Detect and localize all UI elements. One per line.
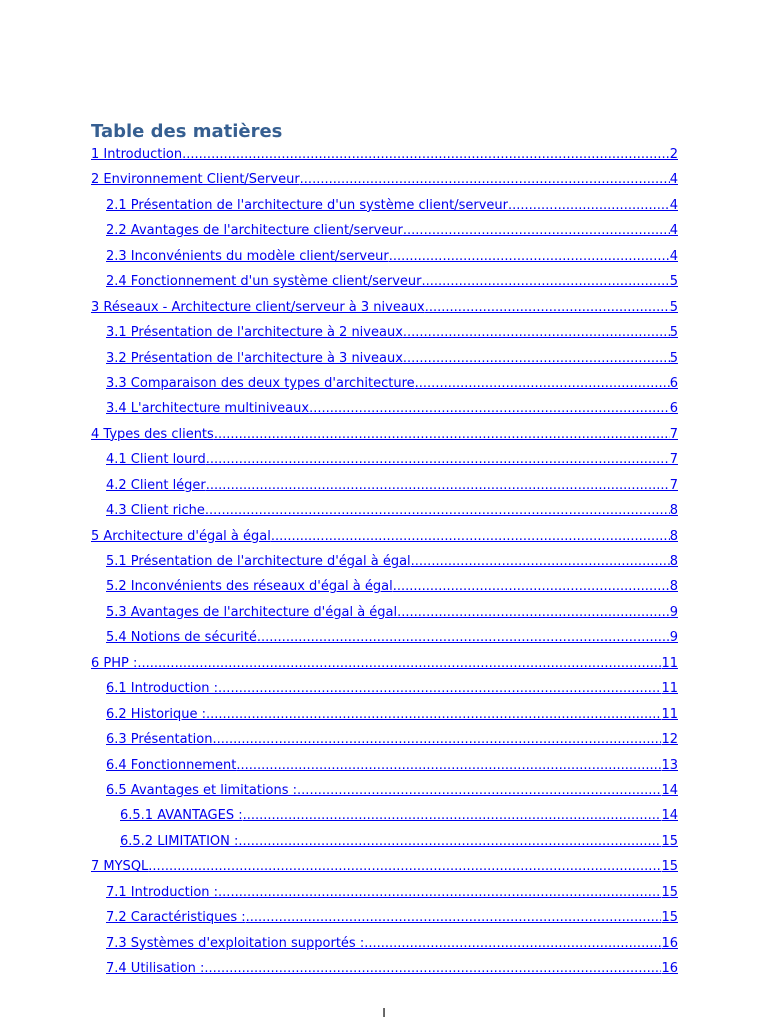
toc-leader-dots bbox=[205, 498, 670, 523]
toc-leader-dots bbox=[246, 905, 662, 930]
toc-entry-label: 3.4 L'architecture multiniveaux bbox=[106, 401, 310, 417]
toc-entry-page-number: 15 bbox=[661, 884, 678, 900]
toc-entry-label: 5.1 Présentation de l'architecture d'égal à égal bbox=[106, 554, 411, 569]
toc-entry[interactable] bbox=[106, 498, 678, 523]
toc-entry[interactable] bbox=[91, 422, 678, 447]
toc-entry[interactable] bbox=[91, 524, 678, 549]
toc-entry[interactable] bbox=[91, 854, 678, 879]
toc-leader-dots bbox=[411, 549, 670, 574]
toc-entry-label: 6.5.1 AVANTAGES : bbox=[120, 808, 243, 824]
page-footer-number: I bbox=[382, 1006, 386, 1020]
toc-entry-label: 3.3 Comparaison des deux types d'architecture bbox=[106, 375, 415, 391]
toc-entry-label: 5.3 Avantages de l'architecture d'égal à égal bbox=[106, 604, 398, 620]
toc-leader-dots bbox=[206, 702, 661, 727]
toc-entry-label: 5.4 Notions de sécurité bbox=[106, 630, 257, 646]
toc-leader-dots bbox=[182, 142, 670, 167]
toc-entry-page-number: 16 bbox=[661, 935, 678, 951]
toc-entry-label: 6.1 Introduction : bbox=[106, 681, 219, 697]
toc-entry-page-number: 15 bbox=[661, 833, 678, 849]
toc-entry-page-number: 11 bbox=[661, 655, 678, 671]
toc-entry-label: 7 MYSQL bbox=[91, 859, 149, 875]
toc-leader-dots bbox=[218, 880, 661, 905]
toc-title: Table des matières bbox=[91, 121, 283, 142]
toc-entry[interactable] bbox=[106, 320, 678, 345]
toc-entry-page-number: 8 bbox=[669, 528, 678, 544]
toc-leader-dots bbox=[218, 676, 661, 701]
toc-leader-dots bbox=[212, 727, 661, 752]
toc-entry-page-number: 11 bbox=[661, 706, 678, 722]
toc-entry-label: 1 Introduction bbox=[91, 147, 183, 162]
toc-leader-dots bbox=[393, 574, 670, 599]
toc-entry-label: 7.4 Utilisation : bbox=[106, 961, 205, 976]
toc-entry-label: 4.3 Client riche bbox=[106, 503, 205, 519]
toc-entry-page-number: 8 bbox=[669, 579, 678, 595]
toc-leader-dots bbox=[204, 956, 661, 981]
toc-entry-page-number: 4 bbox=[669, 197, 678, 213]
toc-entry-page-number: 2 bbox=[669, 147, 678, 162]
toc-entry-label: 6 PHP : bbox=[91, 655, 138, 671]
toc-entry-label: 7.3 Systèmes d'exploitation supportés : bbox=[106, 935, 365, 951]
toc-leader-dots bbox=[214, 422, 670, 447]
toc-entry-label: 6.5 Avantages et limitations : bbox=[106, 782, 298, 798]
toc-leader-dots bbox=[403, 346, 670, 371]
toc-leader-dots bbox=[389, 244, 670, 269]
toc-entry-page-number: 6 bbox=[669, 401, 678, 417]
toc-entry-page-number: 4 bbox=[669, 223, 678, 239]
toc-entry[interactable] bbox=[106, 625, 678, 650]
toc-entry-page-number: 12 bbox=[661, 732, 678, 748]
toc-entry[interactable] bbox=[106, 702, 678, 727]
toc-entry-page-number: 11 bbox=[661, 681, 678, 697]
toc-entry-label: 6.4 Fonctionnement bbox=[106, 757, 237, 773]
toc-entry-page-number: 5 bbox=[669, 350, 678, 366]
toc-entry-label: 6.3 Présentation bbox=[106, 732, 213, 748]
toc-entry-page-number: 13 bbox=[661, 757, 678, 773]
toc-leader-dots bbox=[297, 778, 661, 803]
toc-entry[interactable] bbox=[106, 753, 678, 778]
toc-entry-page-number: 5 bbox=[669, 299, 678, 315]
toc-leader-dots bbox=[271, 524, 670, 549]
toc-leader-dots bbox=[300, 167, 670, 192]
toc-entry[interactable] bbox=[106, 905, 678, 930]
toc-entry[interactable] bbox=[106, 346, 678, 371]
toc-leader-dots bbox=[257, 625, 670, 650]
toc-leader-dots bbox=[137, 651, 661, 676]
toc-entry-page-number: 7 bbox=[669, 477, 678, 493]
toc-leader-dots bbox=[425, 295, 670, 320]
toc-entry-page-number: 7 bbox=[669, 426, 678, 442]
toc-entry[interactable] bbox=[106, 600, 678, 625]
toc-entry[interactable] bbox=[106, 778, 678, 803]
toc-entry[interactable] bbox=[106, 244, 678, 269]
toc-leader-dots bbox=[364, 931, 661, 956]
toc-entry-page-number: 16 bbox=[661, 961, 678, 976]
toc-entry[interactable] bbox=[106, 956, 678, 981]
toc-entry[interactable] bbox=[106, 931, 678, 956]
toc-entry-page-number: 6 bbox=[669, 375, 678, 391]
toc-entry[interactable] bbox=[91, 167, 678, 192]
toc-entry[interactable] bbox=[106, 676, 678, 701]
toc-entry-label: 2 Environnement Client/Serveur bbox=[91, 172, 300, 188]
toc-entry[interactable] bbox=[106, 473, 678, 498]
toc-leader-dots bbox=[421, 269, 669, 294]
toc-entry-label: 7.1 Introduction : bbox=[106, 884, 219, 900]
toc-entry[interactable] bbox=[120, 829, 678, 854]
toc-entry-label: 6.2 Historique : bbox=[106, 706, 206, 722]
toc-entry-label: 5.2 Inconvénients des réseaux d'égal à égal bbox=[106, 579, 393, 595]
toc-entry-label: 7.2 Caractéristiques : bbox=[106, 910, 246, 926]
toc-leader-dots bbox=[238, 829, 661, 854]
toc-entry-label: 2.3 Inconvénients du modèle client/serveur bbox=[106, 248, 389, 264]
toc-entry[interactable] bbox=[120, 803, 678, 828]
toc-entry-label: 6.5.2 LIMITATION : bbox=[120, 833, 239, 849]
toc-entry-page-number: 15 bbox=[661, 859, 678, 875]
toc-entry-page-number: 5 bbox=[669, 325, 678, 341]
toc-leader-dots bbox=[403, 218, 670, 243]
toc-entry-page-number: 4 bbox=[669, 172, 678, 188]
toc-entry-label: 4.2 Client léger bbox=[106, 477, 206, 493]
toc-entry[interactable] bbox=[106, 549, 678, 574]
toc-leader-dots bbox=[415, 371, 670, 396]
toc-entry-page-number: 14 bbox=[661, 782, 678, 798]
toc-entry-label: 3.1 Présentation de l'architecture à 2 niveaux bbox=[106, 325, 403, 341]
toc-entry[interactable] bbox=[91, 651, 678, 676]
toc-leader-dots bbox=[397, 600, 670, 625]
toc-entry[interactable] bbox=[106, 880, 678, 905]
toc-entry-label: 4.1 Client lourd bbox=[106, 452, 206, 468]
toc-entry-page-number: 8 bbox=[669, 554, 678, 569]
toc-entry-label: 2.2 Avantages de l'architecture client/serveur bbox=[106, 223, 403, 239]
toc-leader-dots bbox=[236, 753, 661, 778]
toc-entry[interactable] bbox=[106, 218, 678, 243]
toc-leader-dots bbox=[206, 473, 670, 498]
toc-leader-dots bbox=[148, 854, 661, 879]
toc-entry-page-number: 14 bbox=[661, 808, 678, 824]
toc-entry-page-number: 7 bbox=[669, 452, 678, 468]
toc-entry-label: 4 Types des clients bbox=[91, 426, 214, 442]
toc-entry[interactable] bbox=[106, 269, 678, 294]
toc-entry[interactable] bbox=[106, 574, 678, 599]
toc-entry[interactable] bbox=[106, 371, 678, 396]
toc-entry[interactable] bbox=[91, 142, 678, 167]
toc-entry-label: 2.1 Présentation de l'architecture d'un système client/serveur bbox=[106, 197, 508, 213]
toc-entry-page-number: 8 bbox=[669, 503, 678, 519]
toc-entry-label: 2.4 Fonctionnement d'un système client/serveur bbox=[106, 274, 422, 290]
toc-entry[interactable] bbox=[106, 193, 678, 218]
toc-entry-label: 3.2 Présentation de l'architecture à 3 niveaux bbox=[106, 350, 403, 366]
toc-leader-dots bbox=[309, 396, 670, 421]
toc-leader-dots bbox=[206, 447, 670, 472]
toc-leader-dots bbox=[403, 320, 670, 345]
toc-leader-dots bbox=[508, 193, 670, 218]
toc-entry[interactable] bbox=[106, 447, 678, 472]
toc-leader-dots bbox=[243, 803, 662, 828]
toc-entry-page-number: 15 bbox=[661, 910, 678, 926]
toc-list bbox=[0, 142, 768, 981]
toc-entry-label: 3 Réseaux - Architecture client/serveur à 3 niveaux bbox=[91, 299, 425, 315]
toc-entry[interactable] bbox=[106, 727, 678, 752]
toc-entry-label: 5 Architecture d'égal à égal bbox=[91, 528, 271, 544]
toc-entry-page-number: 9 bbox=[669, 604, 678, 620]
toc-entry[interactable] bbox=[91, 295, 678, 320]
toc-entry-page-number: 5 bbox=[669, 274, 678, 290]
toc-entry-page-number: 9 bbox=[669, 630, 678, 646]
toc-entry-page-number: 4 bbox=[669, 248, 678, 264]
toc-entry[interactable] bbox=[106, 396, 678, 421]
